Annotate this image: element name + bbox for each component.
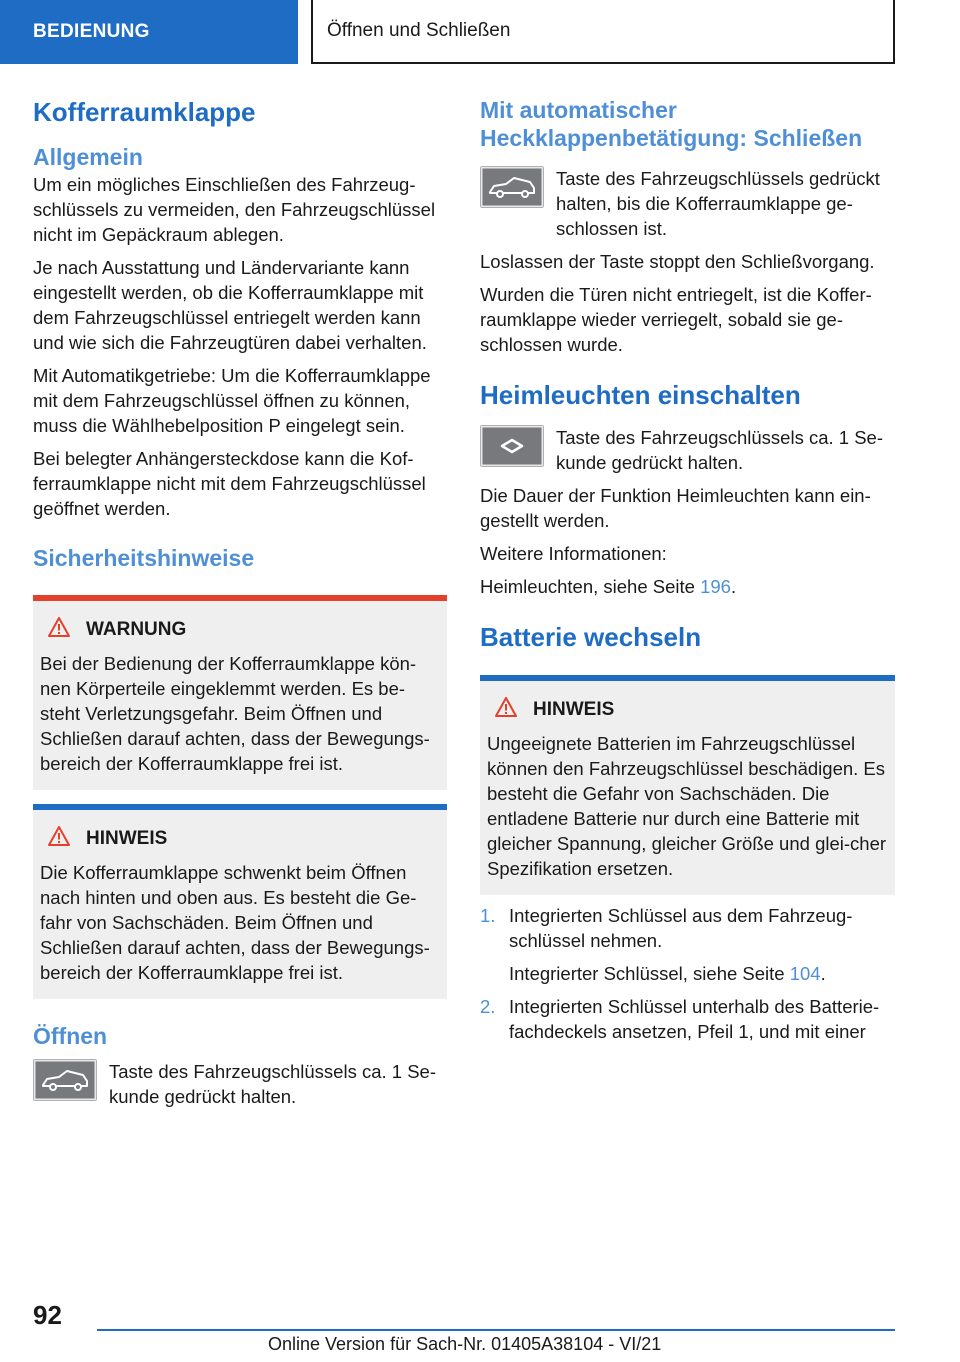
hint-box bbox=[480, 675, 895, 895]
chapter-title: Öffnen und Schließen bbox=[327, 20, 511, 41]
heading-heimleuchten: Heimleuchten einschalten bbox=[480, 380, 801, 410]
left-column bbox=[33, 96, 447, 1109]
hint-title: HINWEIS bbox=[86, 828, 168, 849]
reference-end: . bbox=[820, 963, 826, 984]
key-instruction bbox=[480, 166, 895, 241]
warning-text: Bei der Bedienung der Kofferraumklappe kön-nen Körperteile eingeklemmt werden. Es be-steht Verletzungsgefahr. Beim Öffnen und Schließen darauf achten, dass der Bewegungs-bereich der Kofferraumklappe frei ist. bbox=[40, 653, 430, 774]
heading-auto-close: Mit automatischer Heckklappenbetätigung: Schließen bbox=[480, 97, 863, 151]
paragraph: Je nach Ausstattung und Ländervariante kann eingestellt werden, ob die Kofferraumklappe mit dem Fahrzeugschlüssel entriegelt werden kann und wie sich die Fahrzeugtüren dabei verhalten. bbox=[33, 257, 427, 353]
heading-batterie-wechseln: Batterie wechseln bbox=[480, 622, 702, 652]
paragraph: Mit Automatikgetriebe: Um die Kofferraumklappe mit dem Fahrzeugschlüssel öffnen zu können, muss die Wählhebelposition P eingelegt sein. bbox=[33, 365, 431, 436]
step-number: 2. bbox=[480, 996, 496, 1017]
hint-text: Ungeeignete Batterien im Fahrzeugschlüssel können den Fahrzeugschlüssel beschädigen. Es besteht die Gefahr von Sachschäden. Die entladene Batterie nur durch eine Batterie mit gleicher Spannung, gleicher Größe und glei-cher Spezifikation ersetzen. bbox=[487, 733, 887, 879]
key-text: Taste des Fahrzeugschlüssels ca. 1 Se-kunde gedrückt halten. bbox=[109, 1061, 436, 1107]
page-number: 92 bbox=[33, 1300, 62, 1330]
key-instruction bbox=[480, 425, 895, 475]
steps-list bbox=[480, 903, 895, 1044]
warning-title: WARNUNG bbox=[86, 619, 187, 640]
page-link-104[interactable]: 104 bbox=[789, 963, 821, 984]
page-link-196[interactable]: 196 bbox=[700, 576, 731, 597]
step-text: Integrierten Schlüssel unterhalb des Batterie-fachdeckels ansetzen, Pfeil 1, und mit einer bbox=[509, 996, 880, 1042]
paragraph: Loslassen der Taste stoppt den Schließvorgang. bbox=[480, 251, 875, 272]
hint-title: HINWEIS bbox=[533, 699, 615, 720]
step-text: Integrierten Schlüssel aus dem Fahrzeug-schlüssel nehmen. bbox=[509, 905, 853, 951]
page-reference bbox=[480, 574, 895, 599]
reference-end: . bbox=[730, 576, 737, 597]
trunk-open-car-icon bbox=[33, 1059, 97, 1101]
paragraph: Wurden die Türen nicht entriegelt, ist die Koffer-raumklappe wieder verriegelt, sobald sie ge-schlossen wurde. bbox=[480, 284, 872, 355]
hint-box bbox=[33, 804, 447, 999]
warning-triangle-icon bbox=[48, 826, 70, 852]
heading-sicherheitshinweise: Sicherheitshinweise bbox=[33, 545, 255, 571]
heading-oeffnen: Öffnen bbox=[33, 1023, 108, 1049]
step-number: 1. bbox=[480, 905, 496, 926]
hint-text: Die Kofferraumklappe schwenkt beim Öffnen nach hinten und oben aus. Es besteht die Ge-fahr von Sachschäden. Beim Öffnen und Schließen darauf achten, dass der Bewegungs-bereich der Kofferraumklappe frei ist. bbox=[40, 862, 430, 983]
heading-allgemein: Allgemein bbox=[33, 144, 143, 170]
list-item bbox=[480, 903, 895, 986]
key-text: Taste des Fahrzeugschlüssels ca. 1 Se-kunde gedrückt halten. bbox=[556, 427, 883, 473]
right-column bbox=[480, 96, 895, 1044]
reference-text: Heimleuchten, siehe Seite bbox=[480, 576, 701, 597]
reference-text: Integrierter Schlüssel, siehe Seite bbox=[509, 963, 790, 984]
warning-box bbox=[33, 595, 447, 790]
key-instruction bbox=[33, 1059, 447, 1109]
list-item bbox=[480, 994, 895, 1044]
paragraph: Die Dauer der Funktion Heimleuchten kann ein-gestellt werden. bbox=[480, 485, 871, 531]
chapter-title-bar bbox=[311, 0, 895, 64]
section-title-kofferraumklappe: Kofferraumklappe bbox=[33, 97, 256, 127]
footer-divider bbox=[97, 1329, 895, 1331]
paragraph: Weitere Informationen: bbox=[480, 543, 667, 564]
section-label: BEDIENUNG bbox=[33, 21, 150, 42]
warning-triangle-icon bbox=[495, 697, 517, 723]
online-version-text: Online Version für Sach-Nr. 01405A38104 - VI/21 bbox=[268, 1334, 662, 1354]
warning-triangle-icon bbox=[48, 617, 70, 643]
trunk-close-car-icon bbox=[480, 166, 544, 208]
headlight-diamond-icon bbox=[480, 425, 544, 467]
key-text: Taste des Fahrzeugschlüssels gedrückt halten, bis die Kofferraumklappe ge-schlossen ist. bbox=[556, 168, 880, 239]
paragraph: Um ein mögliches Einschließen des Fahrzeug-schlüssels zu vermeiden, den Fahrzeugschlüssel nicht im Gepäckraum ablegen. bbox=[33, 174, 436, 245]
paragraph: Bei belegter Anhängersteckdose kann die Kof-ferraumklappe nicht mit dem Fahrzeugschlüssel geöffnet werden. bbox=[33, 448, 426, 519]
section-tab bbox=[0, 0, 298, 64]
